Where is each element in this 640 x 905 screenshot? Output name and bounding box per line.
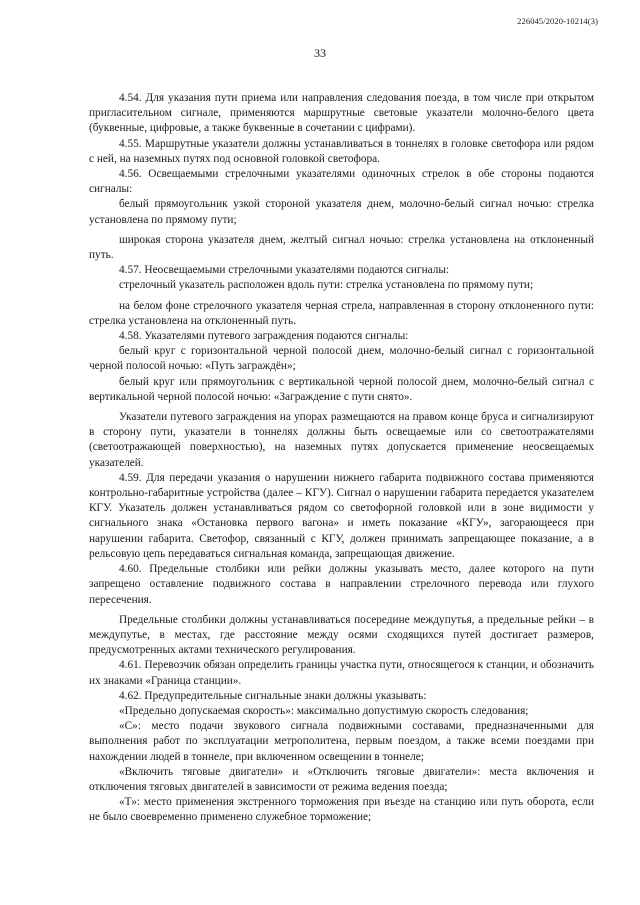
paragraph-4-58: 4.58. Указателями путевого заграждения подаются сигналы: <box>119 330 409 343</box>
paragraph-4-55: 4.55. Маршрутные указатели должны устанавливаться в тоннелях в головке светофора или рядом с ней, на наземных путях под основной головкой светофора. <box>89 137 594 165</box>
paragraph-4-57: 4.57. Неосвещаемыми стрелочными указателями подаются сигналы: <box>119 264 450 277</box>
paragraph: Предельные столбики должны устанавливаться посередине междупутья, а предельные рейки – в междупутье, в местах, где расстояние между осями сходящихся путей достигает размеров, предусмотренных актами технического регулирования. <box>89 613 594 657</box>
paragraph: «Т»: место применения экстренного торможения при въезде на станцию или путь оборота, если не было своевременно применено служебное торможение; <box>89 796 594 824</box>
document-id: 226045/2020-10214(3) <box>517 16 598 26</box>
page-number: 33 <box>314 46 326 60</box>
paragraph: белый круг с горизонтальной черной полосой днем, молочно-белый сигнал с горизонтальной черной полосой ночью: «Путь заграждён»; <box>89 345 594 373</box>
paragraph-4-56: 4.56. Освещаемыми стрелочными указателями одиночных стрелок в обе стороны подаются сигналы: <box>89 168 594 196</box>
paragraph: белый круг или прямоугольник с вертикальной черной полосой днем, молочно-белый сигнал с вертикальной черной полосой ночью: «Заграждение с пути снято». <box>89 375 594 403</box>
paragraph: на белом фоне стрелочного указателя черная стрела, направленная в сторону отклоненного пути: стрелка установлена на отклоненный путь. <box>89 299 594 327</box>
paragraph-4-54: 4.54. Для указания пути приема или направления следования поезда, в том числе при открытом пригласительном сигнале, применяются маршрутные световые указатели молочно-белого цвета (буквенные, цифровые, а также буквенные в сочетании с цифрами). <box>89 92 594 135</box>
paragraph: стрелочный указатель расположен вдоль пути: стрелка установлена по прямому пути; <box>119 279 534 292</box>
paragraph: широкая сторона указателя днем, желтый сигнал ночью: стрелка установлена на отклоненный путь. <box>89 233 594 262</box>
paragraph-4-61: 4.61. Перевозчик обязан определить границы участка пути, относящегося к станции, и обозначить их знаками «Граница станции». <box>89 659 594 687</box>
paragraph: «Предельно допускаемая скорость»: максимально допустимую скорость следования; <box>119 704 529 717</box>
paragraph-4-62: 4.62. Предупредительные сигнальные знаки должны указывать: <box>119 689 427 702</box>
paragraph-4-59: 4.59. Для передачи указания о нарушении нижнего габарита подвижного состава применяются контрольно-габаритные устройства (далее – КГУ). Сигнал о нарушении габарита передается указателем КГУ. Указатель должен устанавливаться рядом со светофорной головкой или в зоне видимости у сигнального знака «Остановка первого вагона» и иметь показание «КГУ», загорающееся при нарушении габарита. Светофор, связанный с КГУ, должен принимать запрещающее показание, а в рельсовую цепь передаваться сигнальная команда, запрещающая движение. <box>89 471 594 560</box>
paragraph: белый прямоугольник узкой стороной указателя днем, молочно-белый сигнал ночью: стрелка установлена по прямому пути; <box>89 198 594 226</box>
document-body <box>89 91 594 826</box>
paragraph-4-60: 4.60. Предельные столбики или рейки должны указывать место, далее которого на пути запрещено оставление подвижного состава в направлении стрелочного перевода или глухого пересечения. <box>89 563 594 606</box>
paragraph: Указатели путевого заграждения на упорах размещаются на правом конце бруса и сигнализируют в сторону пути, указатели в тоннелях должны быть освещаемые или со светоотражателями (светоотражающей поверхностью), на наземных путях допускается применение неосвещаемых указателей. <box>89 411 594 469</box>
paragraph: «С»: место подачи звукового сигнала подвижными составами, предназначенными для выполнения работ по эксплуатации метрополитена, первым поездом, а также всеми поездами при нахождении людей в тоннеле, при включенном освещении в тоннеле; <box>89 720 594 763</box>
paragraph: «Включить тяговые двигатели» и «Отключить тяговые двигатели»: места включения и отключения тяговых двигателей в зависимости от режима ведения поезда; <box>89 765 594 793</box>
